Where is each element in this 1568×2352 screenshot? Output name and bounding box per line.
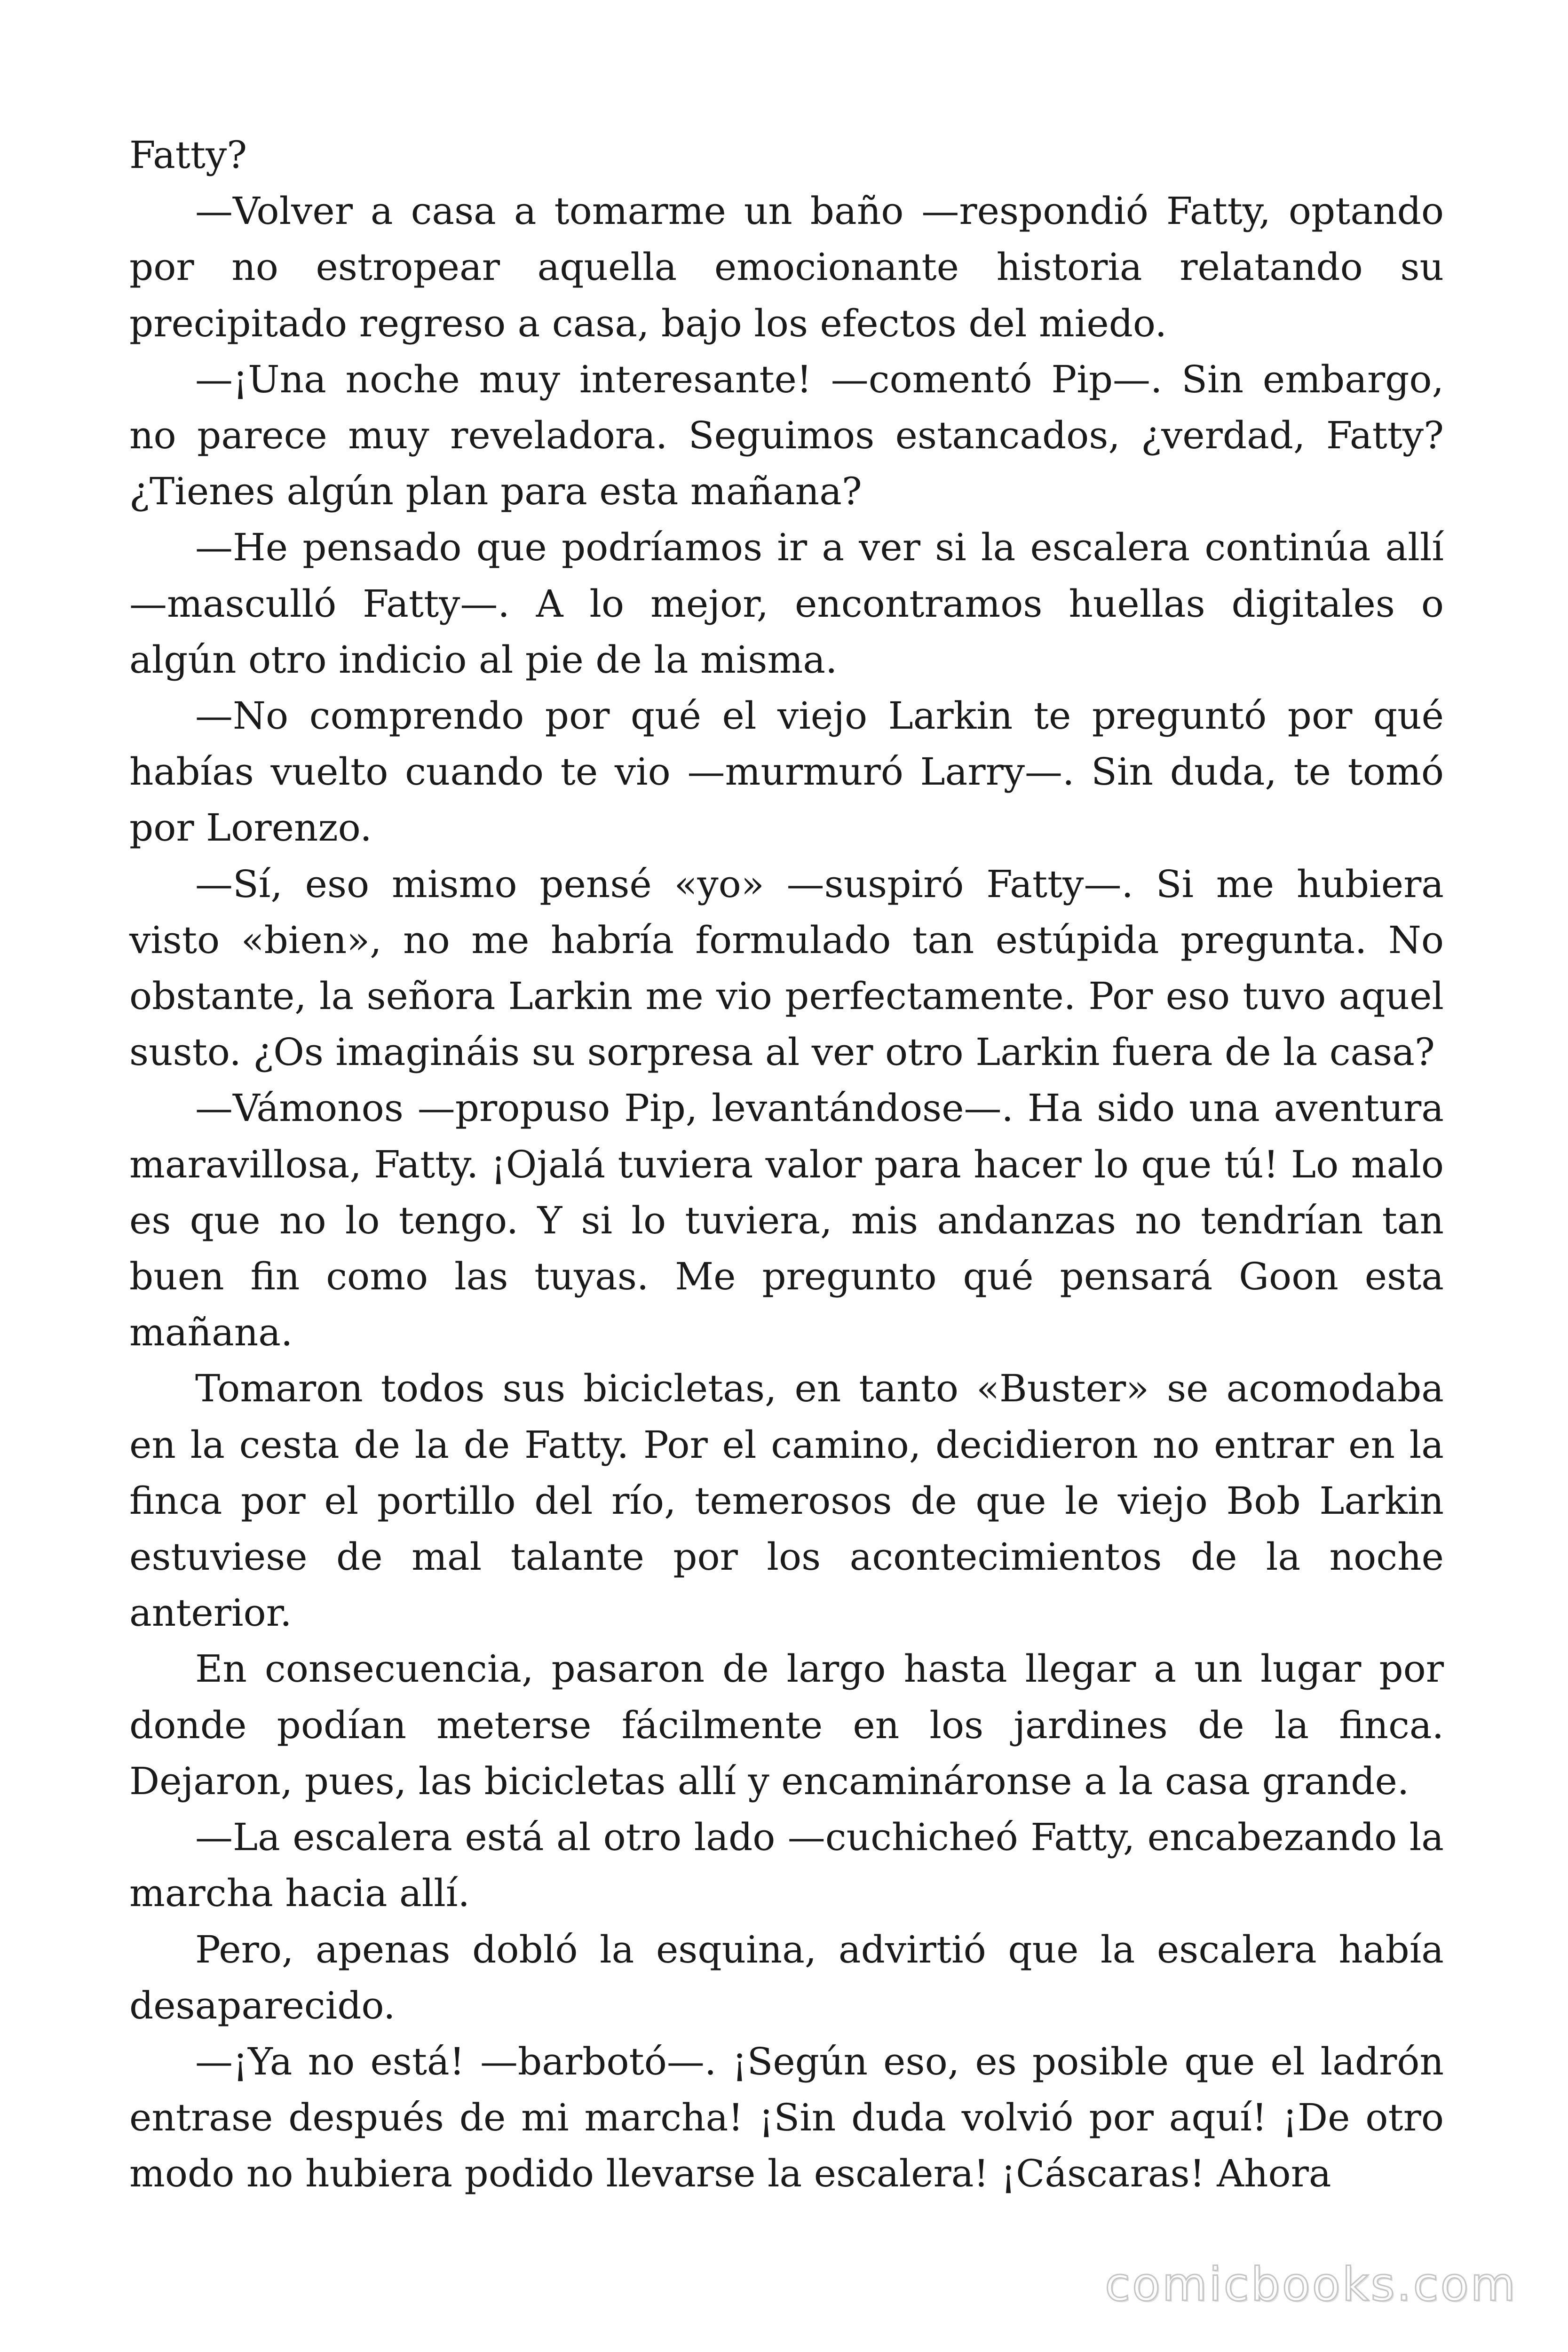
- paragraph-8: Tomaron todos sus bicicletas, en tanto «Buster» se acomodaba en la cesta de la de Fatty. Por el camino, decidieron no entrar en la finca por el portillo del río, temerosos de que le viejo Bob Larkin estuviese de mal talante por los acontecimientos de la noche anterior.: [129, 1367, 1444, 1635]
- paragraph-3: —¡Una noche muy interesante! —comentó Pip—. Sin embargo, no parece muy reveladora. Seguimos estancados, ¿verdad, Fatty? ¿Tienes algún plan para esta mañana?: [129, 357, 1444, 514]
- paragraph-12: —¡Ya no está! —barbotó—. ¡Según eso, es posible que el ladrón entrase después de mi marcha! ¡Sin duda volvió por aquí! ¡De otro modo no hubiera podido llevarse la escalera! ¡Cáscaras! Ahora: [129, 2039, 1444, 2196]
- watermark: comicbooks.com: [1105, 2258, 1517, 2312]
- paragraph-10: —La escalera está al otro lado —cuchicheó Fatty, encabezando la marcha hacia allí.: [129, 1815, 1444, 1915]
- paragraph-1: Fatty?: [129, 133, 247, 177]
- page-text: [129, 127, 1444, 2202]
- paragraph-9: En consecuencia, pasaron de largo hasta llegar a un lugar por donde podían meterse fácilmente en los jardines de la finca. Dejaron, pues, las bicicletas allí y encamináronse a la casa grande.: [129, 1647, 1444, 1803]
- paragraph-7: —Vámonos —propuso Pip, levantándose—. Ha sido una aventura maravillosa, Fatty. ¡Ojalá tuviera valor para hacer lo que tú! Lo malo es que no lo tengo. Y si lo tuviera, mis andanzas no tendrían tan buen fin como las tuyas. Me pregunto qué pensará Goon esta mañana.: [129, 1086, 1444, 1355]
- paragraph-6: —Sí, eso mismo pensé «yo» —suspiró Fatty—. Si me hubiera visto «bien», no me habría formulado tan estúpida pregunta. No obstante, la señora Larkin me vio perfectamente. Por eso tuvo aquel susto. ¿Os imagináis su sorpresa al ver otro Larkin fuera de la casa?: [129, 862, 1444, 1074]
- paragraph-2: —Volver a casa a tomarme un baño —respondió Fatty, optando por no estropear aquella emocionante historia relatando su precipitado regreso a casa, bajo los efectos del miedo.: [129, 189, 1444, 345]
- paragraph-4: —He pensado que podríamos ir a ver si la escalera continúa allí —masculló Fatty—. A lo mejor, encontramos huellas digitales o algún otro indicio al pie de la misma.: [129, 525, 1444, 682]
- paragraph-5: —No comprendo por qué el viejo Larkin te preguntó por qué habías vuelto cuando te vio —murmuró Larry—. Sin duda, te tomó por Lorenzo.: [129, 694, 1444, 850]
- paragraph-11: Pero, apenas dobló la esquina, advirtió que la escalera había desaparecido.: [129, 1927, 1444, 2027]
